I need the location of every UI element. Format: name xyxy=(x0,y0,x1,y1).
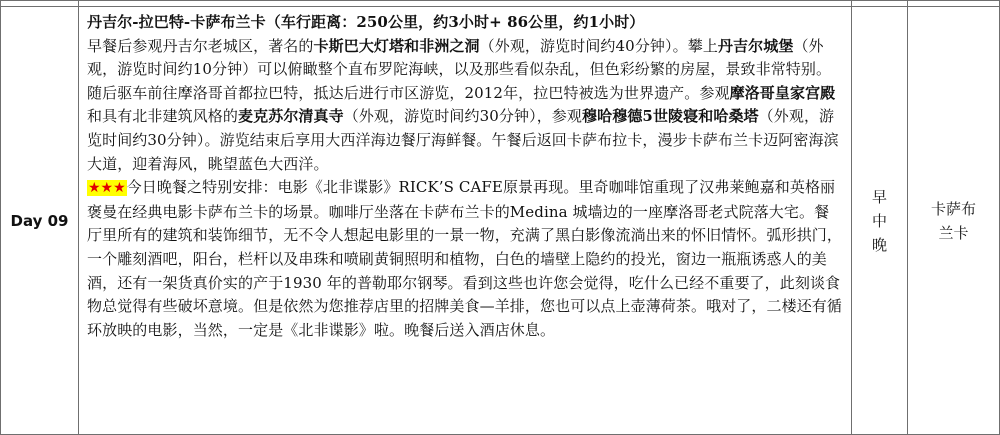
paragraph-rabat xyxy=(87,82,843,176)
three-star-icon: ★★★ xyxy=(88,180,126,197)
hotel-city-line1: 卡萨布 xyxy=(930,199,976,218)
text: 随后驱车前往摩洛哥首都拉巴特，抵达后进行市区游览，2012年，拉巴特被选为世界遗产。参观 xyxy=(87,83,730,102)
highlight-royal-palace: 摩洛哥皇家宫殿 xyxy=(729,83,836,102)
text: 早餐后参观丹吉尔老城区，著名的 xyxy=(87,36,314,55)
day-description xyxy=(79,7,852,435)
highlight-mausoleum: 穆哈穆德5世陵寝和哈桑塔 xyxy=(582,107,759,126)
meals-cell xyxy=(852,7,908,435)
highlight-lighthouse: 卡斯巴大灯塔和非洲之洞 xyxy=(313,36,480,55)
highlight-mosque: 麦克苏尔清真寺 xyxy=(238,107,344,126)
day-label: Day 09 xyxy=(1,7,79,435)
paragraph-ricks-cafe xyxy=(87,176,843,342)
text: 和具有北非建筑风格的 xyxy=(87,107,239,126)
text: （外观，游览时间约30分钟）。游览结束后享用大西洋海边餐厅海鲜餐。午餐后返回卡萨布拉卡，漫步卡萨布兰卡迈阿密海滨大道，迎着海风，眺望蓝色大西洋。 xyxy=(87,107,839,173)
text: （外观，游览时间约30分钟），参观 xyxy=(343,107,583,126)
paragraph-tangier xyxy=(87,35,843,82)
text: （外观，游览时间约10分钟）可以俯瞰整个直布罗陀海峡，以及那些看似杂乱，但色彩纷繁的房屋，景致非常特别。 xyxy=(87,36,832,79)
meal-dinner: 晚 xyxy=(871,235,887,254)
text: 今日晚餐之特别安排：电影《北非谍影》RICK’S CAFE原景再现。里奇咖啡馆重现了汉弗莱鲍嘉和英格丽褒曼在经典电影卡萨布兰卡的场景。咖啡厅坐落在卡萨布兰卡的Medina 城墙边的一座摩洛哥老式院落大宅。餐厅里所有的建筑和装饰细节，无不令人想起电影里的一景一物，充满了黑白影像流淌出来的怀旧情怀。弧形拱门，一个雕刻酒吧，阳台，栏杆以及串珠和喷刷黄铜照明和植物，白色的墙壁上隐约的投光，窗边一瓶瓶诱惑人的美酒，还有一架货真价实的产于1930 年的普勒耶尔钢琴。看到这些也许您会觉得，吃什么已经不重要了，此刻谈食物总觉得有些破坏意境。但是依然为您推荐店里的招牌美食—羊排，您也可以点上壶薄荷茶。哦对了，二楼还有循环放映的电影，当然，一定是《北非谍影》啦。晚餐后送入酒店休息。 xyxy=(87,178,843,339)
highlight-castle: 丹吉尔城堡 xyxy=(717,36,794,55)
meal-breakfast: 早 xyxy=(871,187,887,206)
hotel-city-line2: 兰卡 xyxy=(938,223,969,242)
hotel-cell xyxy=(908,7,1000,435)
route-title: 丹吉尔-拉巴特-卡萨布兰卡（车行距离：250公里，约3小时+ 86公里，约1小时） xyxy=(87,13,645,31)
text: （外观，游览时间约40分钟）。攀上 xyxy=(479,36,718,55)
meal-lunch: 中 xyxy=(871,211,887,230)
